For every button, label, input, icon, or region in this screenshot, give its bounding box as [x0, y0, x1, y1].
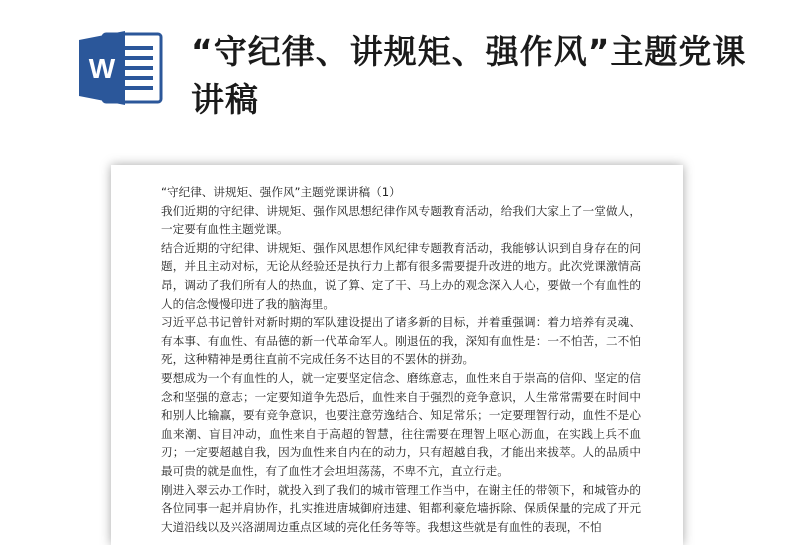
svg-text:W: W [88, 53, 116, 84]
page-header [0, 0, 800, 160]
document-preview [111, 165, 683, 545]
word-icon [77, 28, 165, 108]
document-body [161, 183, 641, 536]
paragraph: 习近平总书记曾针对新时期的军队建设提出了诸多新的目标，并着重强调：着力培养有灵魂、有本事、有血性、有品德的新一代革命军人。刚退伍的我，深知有血性是：一不怕苦，二不怕死，这种精神是勇往直前不完成任务不达目的不罢休的拼劲。 [161, 315, 641, 367]
paragraph: 要想成为一个有血性的人，就一定要坚定信念、磨练意志，血性来自于崇高的信仰、坚定的信念和坚强的意志；一定要知道争先恐后，血性来自于强烈的竞争意识，人生常常需要在时间中和别人比输赢，要有竞争意识，也要注意劳逸结合、知足常乐；一定要理智行动，血性不是心血来潮、盲目冲动，血性来自于高超的智慧，往往需要在理智上呕心沥血，在实践上兵不血刃；一定要超越自我，因为血性来自内在的动力，只有超越自我，才能出来拔萃。人的品质中最可贵的就是血性，有了血性才会坦坦荡荡，不卑不亢，直立行走。 [161, 370, 641, 478]
document-title: “守纪律、讲规矩、强作风”主题党课讲稿（1） [161, 185, 401, 199]
paragraph: 我们近期的守纪律、讲规矩、强作风思想纪律作风专题教育活动，给我们大家上了一堂做人，一定要有血性主题党课。 [161, 203, 641, 237]
page-title: “守纪律、讲规矩、强作风”主题党课讲稿 [191, 32, 747, 119]
paragraph: 结合近期的守纪律、讲规矩、强作风思想作风纪律专题教育活动，我能够认识到自身存在的问题，并且主动对标，无论从经验还是执行力上都有很多需要提升改进的地方。此次党课激情高昂，调动了我们所有人的热血，说了算、定了干、马上办的观念深入人心，要做一个有血性的人的信念慢慢印进了我的脑海里。 [161, 240, 641, 311]
paragraph: 刚进入翠云办工作时，就投入到了我们的城市管理工作当中，在谢主任的带领下，和城管办的各位同事一起并肩协作，扎实推进唐城御府违建、钼都利豪危墙拆除、保质保量的完成了开元大道沿线以及兴洛湖周边重点区域的亮化任务等等。我想这些就是有血性的表现，不怕 [161, 482, 641, 534]
